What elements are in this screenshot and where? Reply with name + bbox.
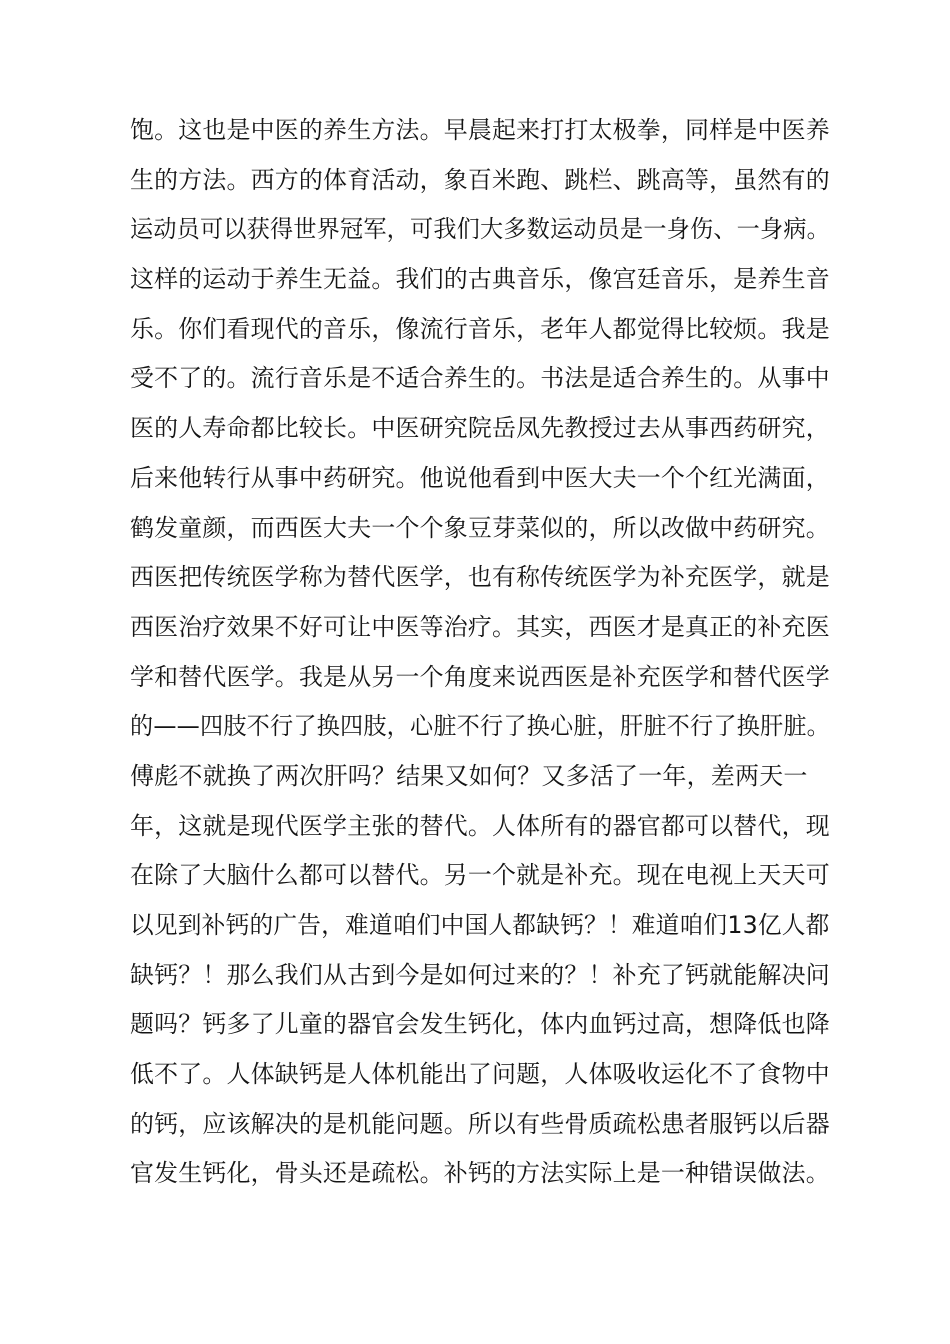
text-line: 生的方法。西方的体育活动，象百米跑、跳栏、跳高等，虽然有的	[130, 165, 830, 194]
text-line: 学和替代医学。我是从另一个角度来说西医是补充医学和替代医学	[130, 662, 830, 691]
text-line: 题吗？钙多了儿童的器官会发生钙化，体内血钙过高，想降低也降	[130, 1010, 830, 1039]
text-line: 后来他转行从事中药研究。他说他看到中医大夫一个个红光满面，	[130, 463, 830, 492]
text-line: 这样的运动于养生无益。我们的古典音乐，像宫廷音乐，是养生音	[130, 265, 830, 294]
text-line: 乐。你们看现代的音乐，像流行音乐，老年人都觉得比较烦。我是	[130, 314, 830, 343]
text-line: 缺钙？！那么我们从古到今是如何过来的？！补充了钙就能解决问	[130, 960, 830, 989]
text-line: 官发生钙化，骨头还是疏松。补钙的方法实际上是一种错误做法。	[130, 1159, 830, 1188]
text-line: 医的人寿命都比较长。中医研究院岳凤先教授过去从事西药研究，	[130, 414, 830, 443]
text-line: 运动员可以获得世界冠军，可我们大多数运动员是一身伤、一身病。	[130, 215, 831, 244]
text-line: 受不了的。流行音乐是不适合养生的。书法是适合养生的。从事中	[130, 364, 830, 393]
text-line: 饱。这也是中医的养生方法。早晨起来打打太极拳，同样是中医养	[130, 116, 830, 144]
text-line: 的——四肢不行了换四肢，心脏不行了换心脏，肝脏不行了换肝脏。	[130, 712, 831, 741]
text-line: 年，这就是现代医学主张的替代。人体所有的器官都可以替代，现	[130, 811, 830, 840]
text-line: 傅彪不就换了两次肝吗？结果又如何？又多活了一年，差两天一	[130, 761, 808, 790]
text-line: 鹤发童颜，而西医大夫一个个象豆芽菜似的，所以改做中药研究。	[130, 513, 830, 542]
body-paragraph	[130, 106, 830, 1199]
text-line: 西医把传统医学称为替代医学，也有称传统医学为补充医学，就是	[130, 563, 830, 592]
text-line: 在除了大脑什么都可以替代。另一个就是补充。现在电视上天天可	[130, 861, 830, 890]
text-line: 的钙，应该解决的是机能问题。所以有些骨质疏松患者服钙以后器	[130, 1109, 830, 1138]
text-line: 低不了。人体缺钙是人体机能出了问题，人体吸收运化不了食物中	[130, 1060, 830, 1089]
text-line: 以见到补钙的广告，难道咱们中国人都缺钙？！难道咱们13亿人都	[130, 911, 830, 939]
text-line: 西医治疗效果不好可让中医等治疗。其实，西医才是真正的补充医	[130, 612, 830, 641]
